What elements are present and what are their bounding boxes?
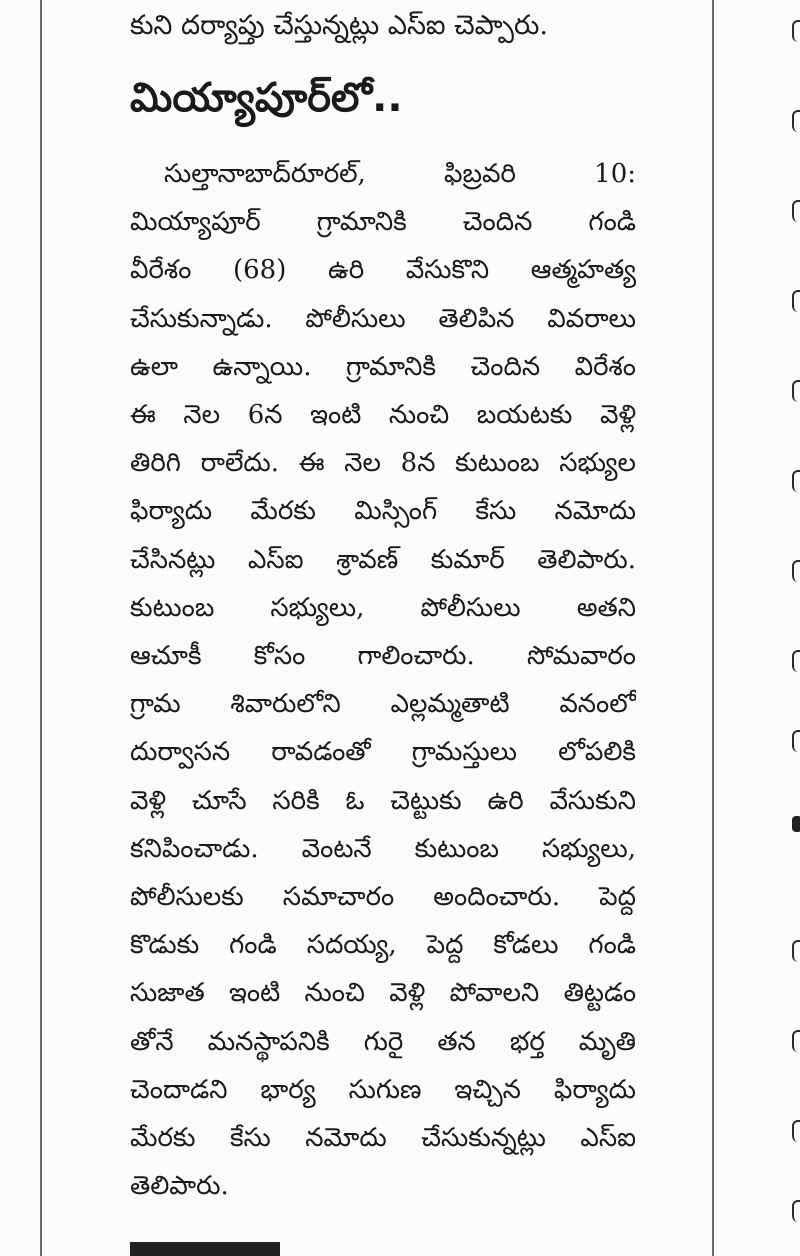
- adjacent-glyph: [792, 650, 800, 672]
- article-line: వెళ్లి చూసే సరికి ఓ చెట్టుకు ఉరి వేసుకుని: [130, 785, 636, 816]
- article-line: ఆచూకీ కోసం గాలించారు. సోమవారం: [130, 641, 636, 672]
- article-line: సుల్తానాబాద్‌రూరల్, ఫిబ్రవరి 10:: [164, 159, 636, 189]
- article-line: దుర్వాసన రావడంతో గ్రామస్తులు లోపలికి: [130, 737, 636, 768]
- cropped-headline-ink: [130, 1242, 280, 1256]
- article-headline: మియ్యాపూర్‌లో..: [130, 75, 403, 121]
- article-line: చేసుకున్నాడు. పోలీసులు తెలిపిన వివరాలు: [130, 303, 636, 334]
- adjacent-glyph: [792, 730, 800, 752]
- article-line: ఈ నెల 6న ఇంటి నుంచి బయటకు వెళ్లి: [130, 400, 636, 431]
- adjacent-glyph: [792, 380, 800, 402]
- adjacent-glyph: [792, 110, 800, 132]
- article-line: ఫిర్యాదు మేరకు మిస్సింగ్ కేసు నమోదు: [130, 496, 636, 527]
- article-line: చెందాడని భార్య సుగుణ ఇచ్చిన ఫిర్యాదు: [130, 1074, 636, 1105]
- adjacent-bullet: [792, 816, 800, 832]
- article-line: వీరేశం (68) ఉరి వేసుకొని ఆత్మహత్య: [130, 255, 636, 286]
- adjacent-glyph: [792, 470, 800, 492]
- adjacent-glyph: [792, 560, 800, 582]
- article-body: [130, 150, 636, 1210]
- adjacent-glyph: [792, 200, 800, 222]
- article-line: తెలిపారు.: [130, 1171, 229, 1202]
- column-rule-right: [712, 0, 714, 1256]
- adjacent-glyph: [792, 940, 800, 962]
- article-line: కుటుంబ సభ్యులు, పోలీసులు అతని: [130, 592, 636, 623]
- article-line: మేరకు కేసు నమోదు చేసుకున్నట్లు ఎస్ఐ: [130, 1123, 636, 1154]
- article-line: ఉలా ఉన్నాయి. గ్రామానికి చెందిన విరేశం: [130, 351, 636, 382]
- adjacent-glyph: [792, 290, 800, 312]
- adjacent-glyph: [792, 1200, 800, 1222]
- article-line: చేసినట్లు ఎస్ఐ శ్రావణ్ కుమార్ తెలిపారు.: [130, 544, 636, 575]
- article-line: గ్రామ శివారులోని ఎల్లమ్మతాటి వనంలో: [130, 689, 636, 720]
- article-line: మియ్యాపూర్ గ్రామానికి చెందిన గండి: [130, 207, 636, 238]
- article-line: కొడుకు గండి సదయ్య, పెద్ద కోడలు గండి: [130, 930, 636, 961]
- article-line: పోలీసులకు సమాచారం అందించారు. పెద్ద: [130, 882, 636, 913]
- article-line: తిరిగి రాలేదు. ఈ నెల 8న కుటుంబ సభ్యుల: [130, 448, 636, 479]
- article-line: తోనే మనస్థాపనికి గురై తన భర్త మృతి: [130, 1026, 636, 1057]
- next-article-headline-fragment: [130, 1228, 330, 1256]
- adjacent-glyph: [792, 20, 800, 42]
- adjacent-glyph: [792, 1120, 800, 1142]
- previous-article-tail: కుని దర్యాప్తు చేస్తున్నట్లు ఎస్ఐ చెప్పారు.: [130, 10, 548, 41]
- adjacent-glyph: [792, 1030, 800, 1052]
- article-line: కనిపించాడు. వెంటనే కుటుంబ సభ్యులు,: [130, 833, 636, 864]
- column-rule-left: [40, 0, 42, 1256]
- adjacent-column-fragment: [770, 0, 800, 1256]
- article-line: సుజాత ఇంటి నుంచి వెళ్లి పోవాలని తిట్టడం: [130, 978, 636, 1009]
